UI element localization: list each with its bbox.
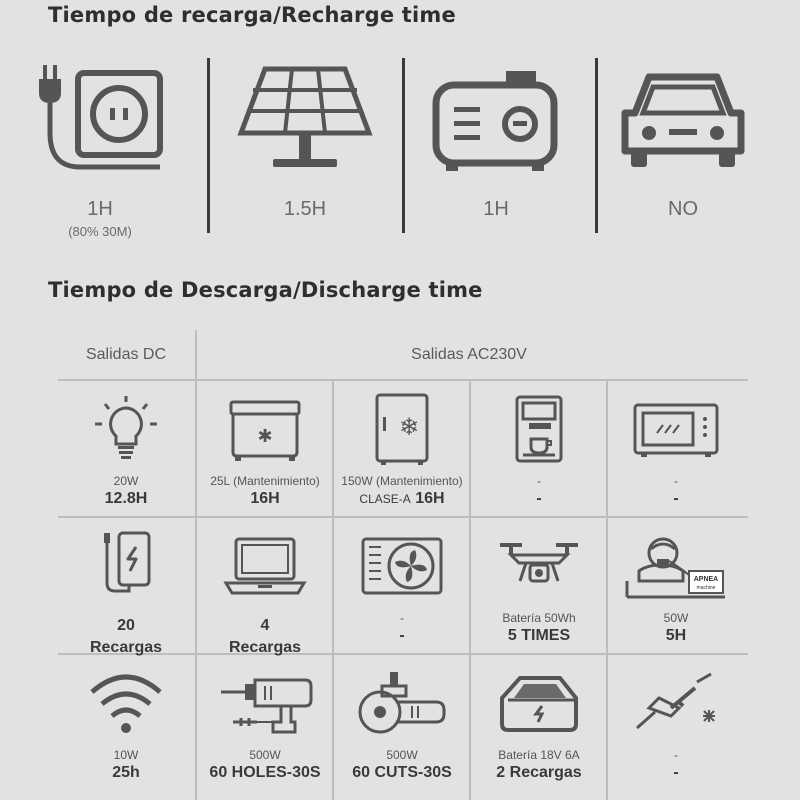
fridge-icon xyxy=(334,390,470,468)
discharge-title: Tiempo de Descarga/Discharge time xyxy=(48,278,483,302)
wall-outlet-plug-icon xyxy=(0,48,200,188)
cell-value: 5H xyxy=(665,627,687,644)
solar-panel-icon xyxy=(205,48,405,188)
drone-icon xyxy=(471,527,607,605)
cell-drone xyxy=(471,519,607,651)
cell-label: - xyxy=(400,611,404,625)
svg-text:✱: ✱ xyxy=(257,426,273,447)
freezer-icon xyxy=(197,390,333,468)
coffee-machine-icon xyxy=(471,390,607,468)
cell-label: - xyxy=(537,474,541,488)
recharge-title: Tiempo de recarga/Recharge time xyxy=(48,3,456,27)
welding-icon xyxy=(608,664,744,742)
cell-fridge xyxy=(334,382,470,514)
angle-grinder-icon xyxy=(334,664,470,742)
grid-line xyxy=(58,516,748,518)
header-dc: Salidas DC xyxy=(85,346,167,363)
cell-label: 10W xyxy=(113,748,139,762)
cell-aircon xyxy=(334,519,470,651)
cell-label: Batería 50Wh xyxy=(502,611,576,625)
cell-label: Batería 18V 6A xyxy=(498,748,580,762)
cell-count: 20 xyxy=(117,617,135,634)
recharge-value: 1H xyxy=(87,198,113,220)
cell-coffee xyxy=(471,382,607,514)
recharge-value: 1.5H xyxy=(283,198,327,220)
cell-label: 20W xyxy=(113,474,139,488)
cell-value-text: 16H xyxy=(415,490,445,507)
power-drill-icon xyxy=(197,664,333,742)
cell-bulb xyxy=(58,382,194,514)
cell-value: - xyxy=(536,490,542,507)
cell-label: 150W (Mantenimiento) xyxy=(341,474,463,488)
cell-value xyxy=(334,490,470,508)
wifi-icon xyxy=(58,664,194,742)
recharge-item-generator xyxy=(396,48,596,238)
cell-label: 500W xyxy=(386,748,418,762)
cell-freezer xyxy=(197,382,333,514)
badge-text: APNEA xyxy=(693,576,719,583)
cpap-machine-icon xyxy=(608,527,744,605)
cell-value: - xyxy=(673,764,679,781)
cell-grinder xyxy=(334,656,470,788)
phone-charging-icon xyxy=(58,527,194,605)
car-icon xyxy=(583,48,783,188)
cell-value: 5 TIMES xyxy=(507,627,571,644)
battery-charger-icon xyxy=(471,664,607,742)
cell-value: 12.8H xyxy=(104,490,148,507)
cell-label: 25L (Mantenimiento) xyxy=(210,474,320,488)
cell-value: 60 HOLES-30S xyxy=(209,764,321,781)
recharge-item-solar xyxy=(205,48,405,238)
cell-drill xyxy=(197,656,333,788)
grid-line xyxy=(58,379,748,381)
cell-label: - xyxy=(674,474,678,488)
generator-icon xyxy=(396,48,596,188)
cell-value: 16H xyxy=(250,490,280,507)
cell-value: - xyxy=(399,627,405,644)
microwave-icon xyxy=(608,390,744,468)
recharge-sub: (80% 30M) xyxy=(68,224,132,239)
cell-count: 4 xyxy=(260,617,270,634)
laptop-icon xyxy=(197,527,333,605)
header-ac: Salidas AC230V xyxy=(411,346,527,363)
cell-label: 500W xyxy=(249,748,281,762)
recharge-item-wall xyxy=(0,48,200,238)
cell-label: 50W xyxy=(663,611,689,625)
light-bulb-icon xyxy=(58,390,194,468)
cell-label: - xyxy=(674,748,678,762)
cell-cpap xyxy=(608,519,744,651)
cell-microwave xyxy=(608,382,744,514)
svg-text:❄: ❄ xyxy=(398,413,420,441)
recharge-value: NO xyxy=(668,198,698,220)
air-conditioner-icon xyxy=(334,527,470,605)
cell-phone xyxy=(58,519,194,656)
cell-battery-charger xyxy=(471,656,607,788)
recharge-value: 1H xyxy=(483,198,509,220)
cell-value: 60 CUTS-30S xyxy=(352,764,452,781)
cell-value xyxy=(197,615,333,659)
cell-class: CLASE-A xyxy=(359,492,411,506)
cell-value xyxy=(58,615,194,659)
badge-subtext: machine xyxy=(696,585,716,591)
cell-laptop xyxy=(197,519,333,656)
cell-value: 25h xyxy=(112,764,140,781)
recharge-item-car xyxy=(583,48,783,238)
cell-value: 2 Recargas xyxy=(496,764,582,781)
cell-value: - xyxy=(673,490,679,507)
cell-unit: Recargas xyxy=(89,639,163,656)
cell-unit: Recargas xyxy=(228,639,302,656)
cell-welding xyxy=(608,656,744,788)
cell-wifi xyxy=(58,656,194,788)
